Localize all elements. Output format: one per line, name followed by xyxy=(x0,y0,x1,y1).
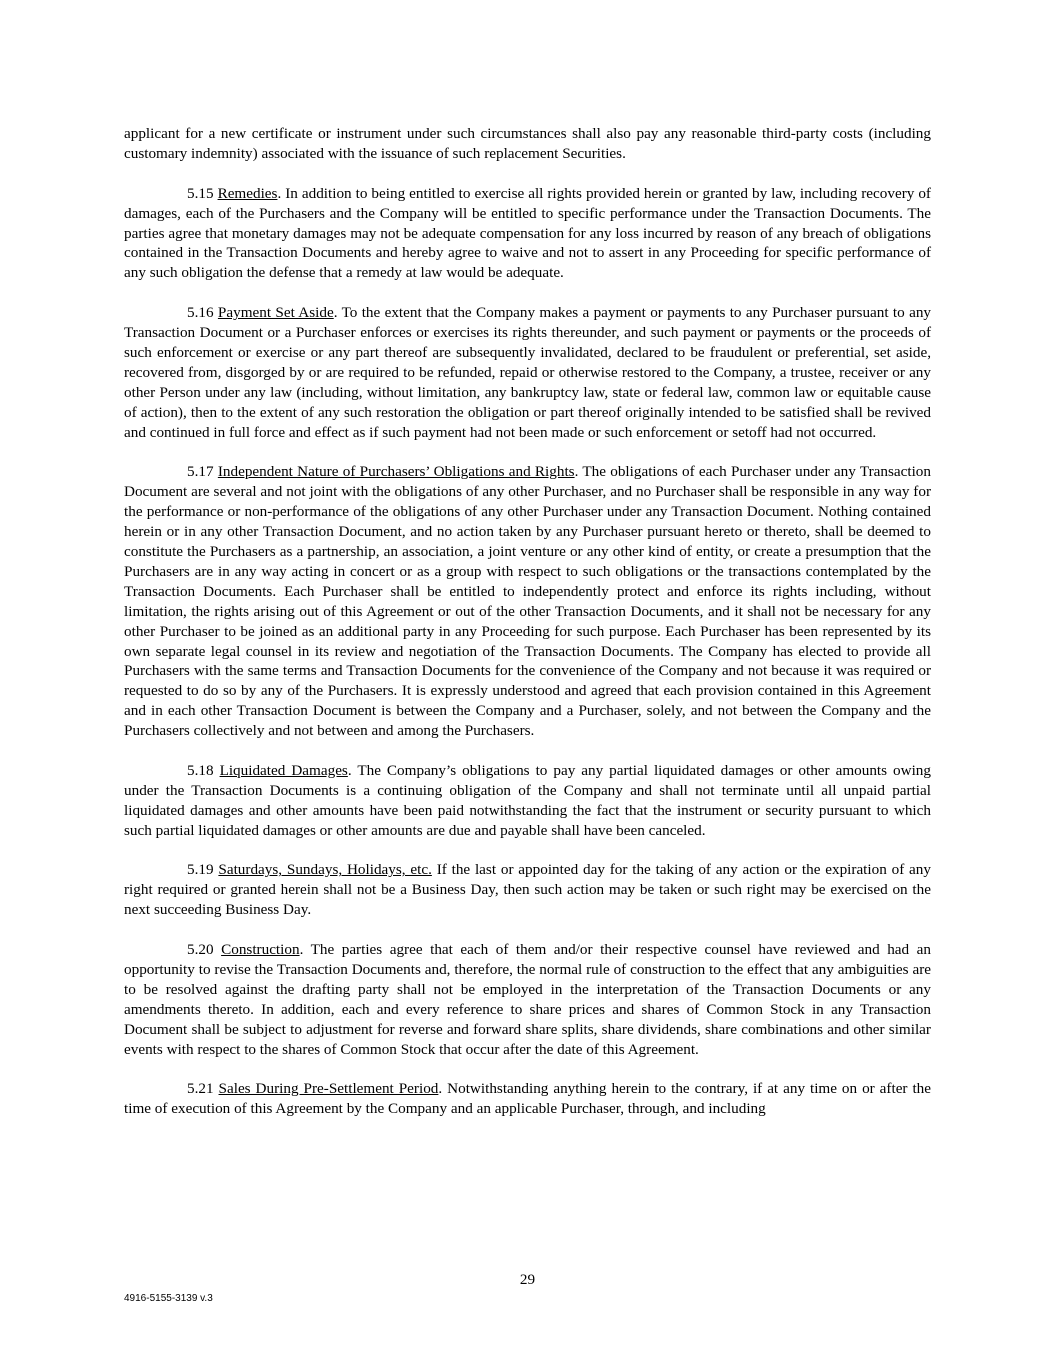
section-heading: Construction xyxy=(221,941,300,959)
section-number: 5.19 xyxy=(187,861,214,879)
section-heading: Sales During Pre-Settlement Period xyxy=(218,1080,439,1098)
section-separator: . xyxy=(347,761,352,779)
section-text: The parties agree that each of them and/or their respective counsel have reviewed and had an opportunity to revise the Transaction Documents and, therefore, the normal rule of construction to the effect that any ambiguities are to be resolved against the drafting party shall not be employed in the interpretation of the Transaction Documents or any amendments thereto. In addition, each and every reference to share prices and shares of Common Stock in any Transaction Document shall be subject to adjustment for reverse and forward share splits, share dividends, share combinations and other similar events with respect to the shares of Common Stock that occur after the date of this Agreement. xyxy=(124,941,931,1058)
section-5-20 xyxy=(124,940,931,1059)
section-text: The Company’s obligations to pay any partial liquidated damages or other amounts owing under the Transaction Documents is a continuing obligation of the Company and shall not terminate until all unpaid partial liquidated damages and other amounts have been paid notwithstanding the fact that the instrument or security pursuant to which such partial liquidated damages or other amounts are due and payable shall have been canceled. xyxy=(124,761,931,839)
section-separator: . xyxy=(299,941,304,959)
section-5-21 xyxy=(124,1079,931,1119)
section-5-19 xyxy=(124,860,931,920)
section-number: 5.18 xyxy=(187,761,214,779)
section-number: 5.20 xyxy=(187,941,214,959)
section-heading: Liquidated Damages xyxy=(219,761,348,779)
section-number: 5.15 xyxy=(187,184,214,202)
section-5-18 xyxy=(124,761,931,841)
section-number: 5.21 xyxy=(187,1080,214,1098)
document-id: 4916-5155-3139 v.3 xyxy=(124,1293,213,1304)
section-5-15 xyxy=(124,184,931,284)
section-5-17 xyxy=(124,462,931,741)
continuation-paragraph: applicant for a new certificate or instrument under such circumstances shall also pay any reasonable third-party costs (including customary indemnity) associated with the issuance of such replacement Securities. xyxy=(124,125,931,162)
section-text: Notwithstanding anything herein to the contrary, if at any time on or after the time of execution of this Agreement by the Company and an applicable Purchaser, through, and including xyxy=(124,1080,931,1118)
section-separator: . xyxy=(438,1080,443,1098)
section-heading: Saturdays, Sundays, Holidays, etc. xyxy=(218,861,432,879)
section-number: 5.17 xyxy=(187,463,214,481)
section-separator: . xyxy=(574,463,579,481)
section-separator: . xyxy=(333,304,338,322)
document-body xyxy=(124,124,931,1139)
section-heading: Remedies xyxy=(217,184,278,202)
section-5-16 xyxy=(124,303,931,442)
section-text: To the extent that the Company makes a payment or payments to any Purchaser pursuant to any Transaction Document or a Purchaser enforces or exercises its rights thereunder, and such payment or payments or the proceeds of such enforcement or exercise or any part thereof are subsequently invalidated, declared to be fraudulent or preferential, set aside, recovered from, disgorged by or are required to be refunded, repaid or otherwise restored to the Company, a trustee, receiver or any other Person under any law (including, without limitation, any bankruptcy law, state or federal law, common law or equitable cause of action), then to the extent of any such restoration the obligation or part thereof originally intended to be satisfied shall be revived and continued in full force and effect as if such payment had not been made or such enforcement or setoff had not occurred. xyxy=(124,304,932,441)
section-heading: Independent Nature of Purchasers’ Obligations and Rights xyxy=(217,463,575,481)
section-number: 5.16 xyxy=(187,304,214,322)
section-separator: . xyxy=(277,184,282,202)
page-number: 29 xyxy=(519,1271,536,1288)
section-text: The obligations of each Purchaser under any Transaction Document are several and not joint with the obligations of any other Purchaser, and no Purchaser shall be responsible in any way for the performance or non-performance of the obligations of any other Purchaser under any Transaction Document. Nothing contained herein or in any other Transaction Document, and no action taken by any Purchaser pursuant hereto or thereto, shall be deemed to constitute the Purchasers as a partnership, an association, a joint venture or any other kind of entity, or create a presumption that the Purchasers are in any way acting in concert or as a group with respect to such obligations or the transactions contemplated by the Transaction Documents. Each Purchaser shall be entitled to independently protect and enforce its rights including, without limitation, the rights arising out of this Agreement or out of the other Transaction Documents, and it shall not be necessary for any other Purchaser to be joined as an additional party in any Proceeding for such purpose. Each Purchaser has been represented by its own separate legal counsel in its review and negotiation of the Transaction Documents. The Company has elected to provide all Purchasers with the same terms and Transaction Documents for the convenience of the Company and not because it was required or requested to do so by any of the Purchasers. It is expressly understood and agreed that each provision contained in this Agreement and in each other Transaction Document is between the Company and a Purchaser, solely, and not between the Company and the Purchasers collectively and not between and among the Purchasers. xyxy=(124,463,931,740)
section-text: If the last or appointed day for the taking of any action or the expiration of any right required or granted herein shall not be a Business Day, then such action may be taken or such right may be exercised on the next succeeding Business Day. xyxy=(124,861,931,919)
section-text: In addition to being entitled to exercise all rights provided herein or granted by law, including recovery of damages, each of the Purchasers and the Company will be entitled to specific performance under the Transaction Documents. The parties agree that monetary damages may not be adequate compensation for any loss incurred by reason of any breach of obligations contained in the Transaction Documents and hereby agree to waive and not to assert in any Proceeding for specific performance of any such obligation the defense that a remedy at law would be adequate. xyxy=(124,184,931,282)
section-heading: Payment Set Aside xyxy=(217,304,334,322)
